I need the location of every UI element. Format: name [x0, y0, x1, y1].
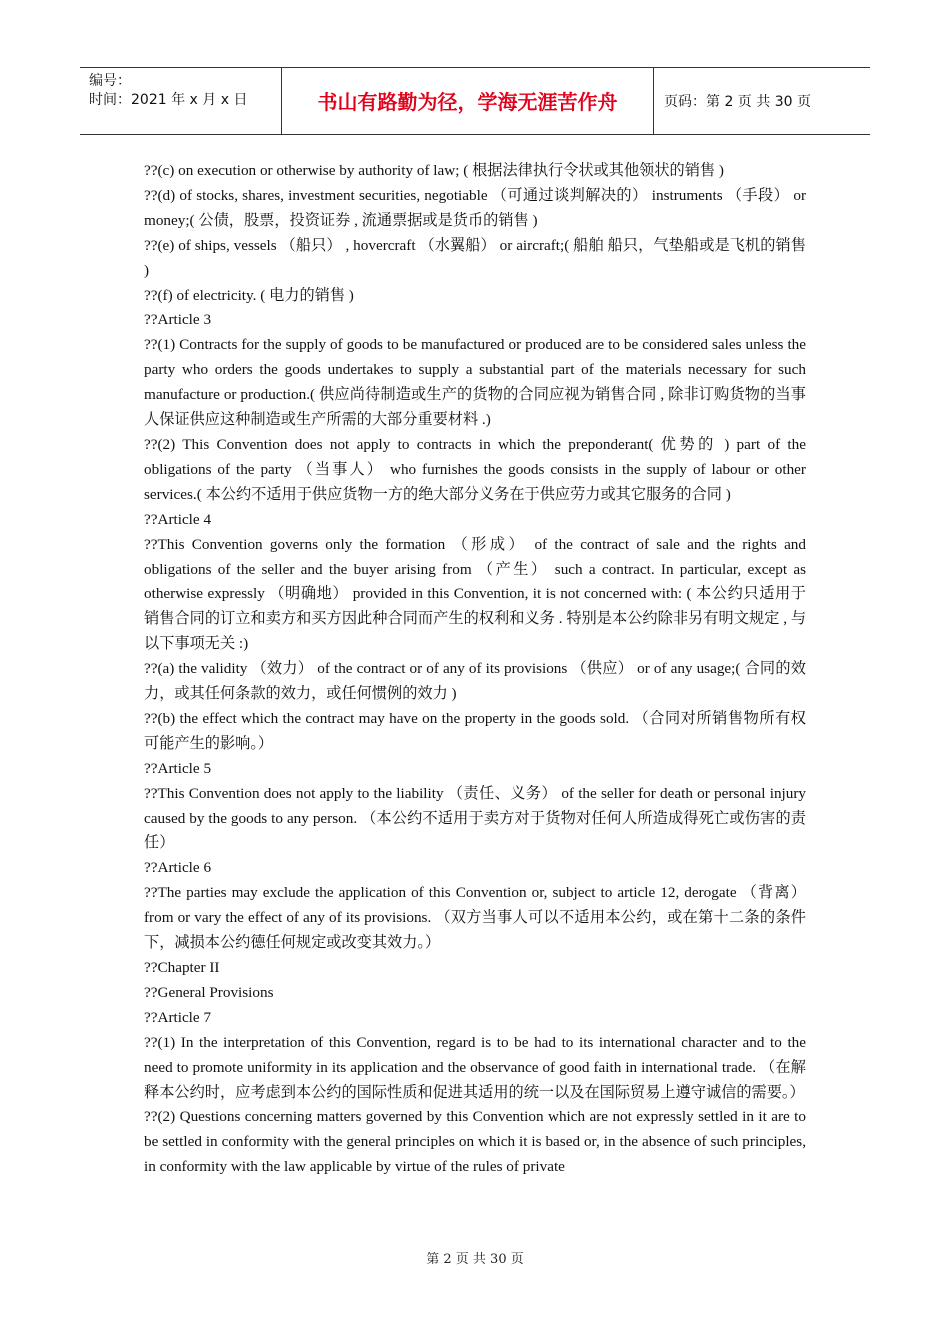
paragraph: ??(d) of stocks, shares, investment securities, negotiable （可通过谈判解决的） instruments （手段） or money;( 公债，股票，投资证券 , 流通票据或是货币的销售 ) — [144, 186, 806, 229]
paragraph: ??This Convention does not apply to the liability （责任、义务） of the seller for death or personal injury caused by the goods to any person. （本公约不适用于卖方对于货物对任何人所造成得死亡或伤害的责任） — [144, 784, 806, 852]
document-date: 时间：2021 年 x 月 x 日 — [89, 92, 248, 108]
article-heading: ??Article 4 — [144, 510, 212, 528]
paragraph: ??The parties may exclude the application of this Convention or, subject to article 12, derogate （背离） from or vary the effect of any of its provisions. （双方当事人可以不适用本公约，或在第十二条的条件下，减损本公约德任何规定或改变其效力。） — [144, 884, 806, 952]
document-body — [144, 159, 806, 1180]
header-page-number: 页码：第 2 页 共 30 页 — [664, 94, 811, 110]
paragraph: ??(2) This Convention does not apply to contracts in which the preponderant( 优势的 ) part of the obligations of the party （当事人） who furnishes the goods consists in the supply of labour or other services.( 本公约不适用于供应货物一方的绝大部分义务在于供应劳力或其它服务的合同 ) — [144, 435, 806, 503]
paragraph: ??(e) of ships, vessels （船只） , hovercraft （水翼船） or aircraft;( 船舶 船只，气垫船或是飞机的销售 ) — [144, 236, 806, 279]
article-heading: ??Article 3 — [144, 311, 212, 329]
page-header — [80, 67, 870, 135]
article-heading: ??Article 6 — [144, 859, 212, 877]
paragraph: ??(c) on execution or otherwise by authority of law; ( 根据法律执行令状或其他领状的销售 ) — [144, 162, 724, 179]
page-footer: 第 2 页 共 30 页 — [426, 1252, 524, 1267]
header-info — [80, 68, 282, 134]
paragraph: ??This Convention governs only the formation （形成） of the contract of sale and the rights and obligations of the seller and the buyer arising from （产生） such a contract. In particular, except as otherwise expressly （明确地） provided in this Convention, it is not concerned with: ( 本公约只适用于销售合同的订立和卖方和买方因此种合同而产生的权利和义务 . 特别是本公约除非另有明文规定 , 与以下事项无关 :) — [144, 535, 806, 653]
paragraph: ??(f) of electricity. ( 电力的销售 ) — [144, 286, 354, 304]
paragraph: ??(1) In the interpretation of this Convention, regard is to be had to its international character and to the need to promote uniformity in its application and the observance of good faith in international trade. （在解释本公约时，应考虑到本公约的国际性质和促进其适用的统一以及在国际贸易上遵守诚信的需要。） — [144, 1033, 806, 1101]
article-heading: ??Article 5 — [144, 759, 212, 777]
article-heading: ??Article 7 — [144, 1008, 212, 1026]
paragraph: ??(b) the effect which the contract may have on the property in the goods sold. （合同对所销售物所有权可能产生的影响。） — [144, 709, 806, 752]
paragraph: ??(1) Contracts for the supply of goods to be manufactured or produced are to be considered sales unless the party who orders the goods undertakes to supply a substantial part of the materials necessary for such manufacture or production.( 供应尚待制造或生产的货物的合同应视为销售合同 , 除非订购货物的当事人保证供应这种制造或生产所需的大部分重要材料 .) — [144, 336, 806, 429]
document-number: 编号： — [89, 73, 131, 89]
header-motto: 书山有路勤为径，学海无涯苦作舟 — [282, 68, 654, 134]
section-heading: ??General Provisions — [144, 983, 274, 1001]
paragraph: ??(a) the validity （效力） of the contract or of any of its provisions （供应） or of any usage;( 合同的效力，或其任何条款的效力，或任何惯例的效力 ) — [144, 660, 806, 703]
chapter-heading: ??Chapter II — [144, 959, 220, 976]
paragraph: ??(2) Questions concerning matters governed by this Convention which are not expressly settled in it are to be settled in conformity with the general principles on which it is based or, in the absence of such principles, in conformity with the law applicable by virtue of the rules of private — [144, 1108, 806, 1176]
